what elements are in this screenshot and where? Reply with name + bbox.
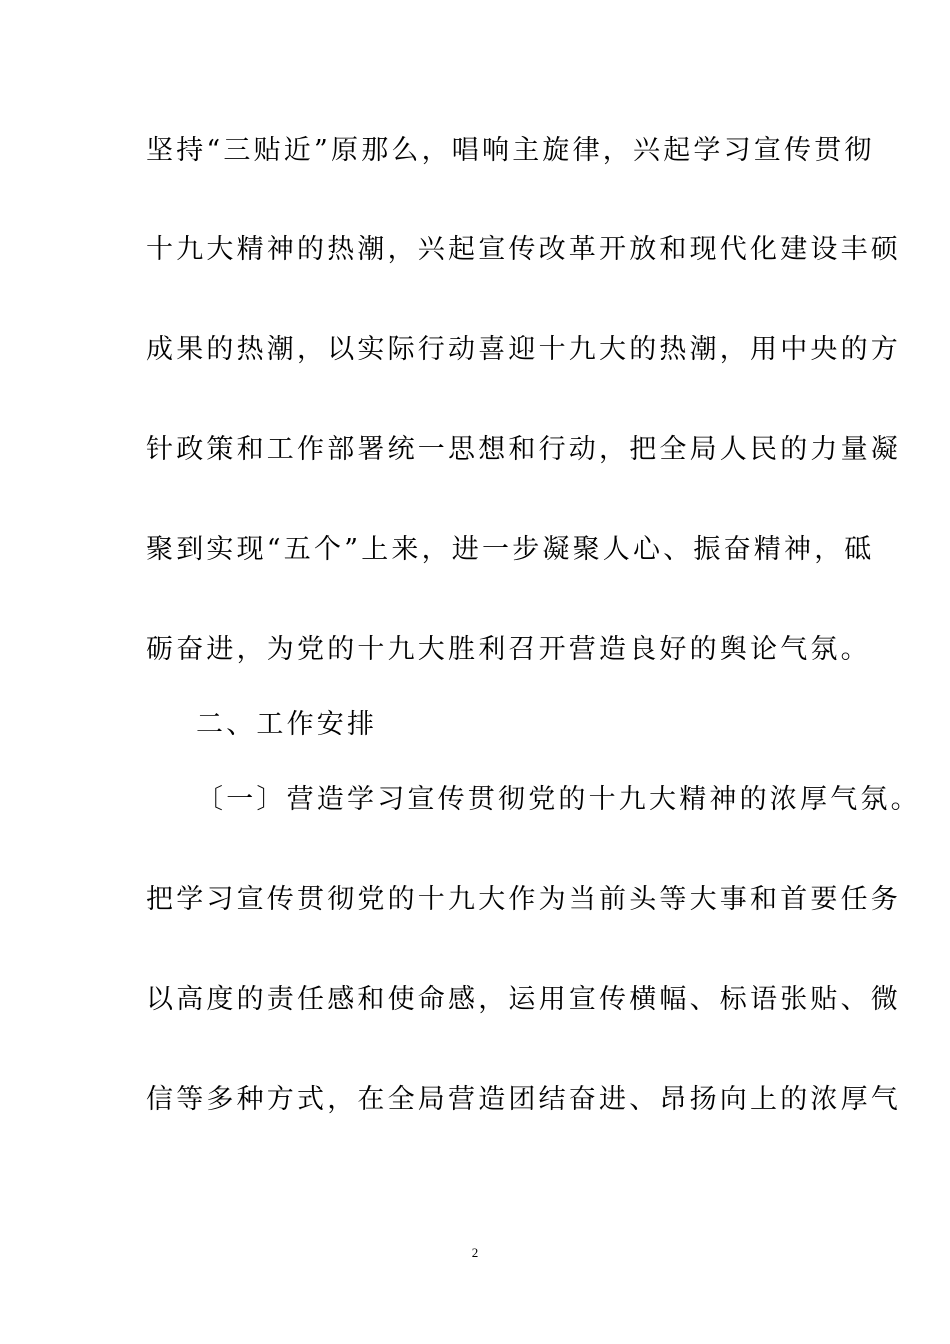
body-text-line: 成果的热潮，以实际行动喜迎十九大的热潮，用中央的方 <box>146 334 901 365</box>
subsection-heading: 〔一〕营造学习宣传贯彻党的十九大精神的浓厚气氛。 <box>196 784 921 815</box>
body-text-line: 信等多种方式，在全局营造团结奋进、昂扬向上的浓厚气 <box>146 1084 901 1115</box>
section-heading: 二、工作安排 <box>196 709 378 740</box>
body-text-line: 砺奋进，为党的十九大胜利召开营造良好的舆论气氛。 <box>146 634 871 665</box>
body-text-line: 针政策和工作部署统一思想和行动，把全局人民的力量凝 <box>146 434 901 465</box>
body-text-line: 聚到实现“五个”上来，进一步凝聚人心、振奋精神，砥 <box>146 534 875 565</box>
body-text-line: 十九大精神的热潮，兴起宣传改革开放和现代化建设丰硕 <box>146 234 901 265</box>
body-text-line: 把学习宣传贯彻党的十九大作为当前头等大事和首要任务 <box>146 884 901 915</box>
body-text-line: 以高度的责任感和使命感，运用宣传横幅、标语张贴、微 <box>146 984 901 1015</box>
page-number: 2 <box>471 1245 479 1260</box>
body-text-line: 坚持“三贴近”原那么，唱响主旋律，兴起学习宣传贯彻 <box>146 135 875 166</box>
